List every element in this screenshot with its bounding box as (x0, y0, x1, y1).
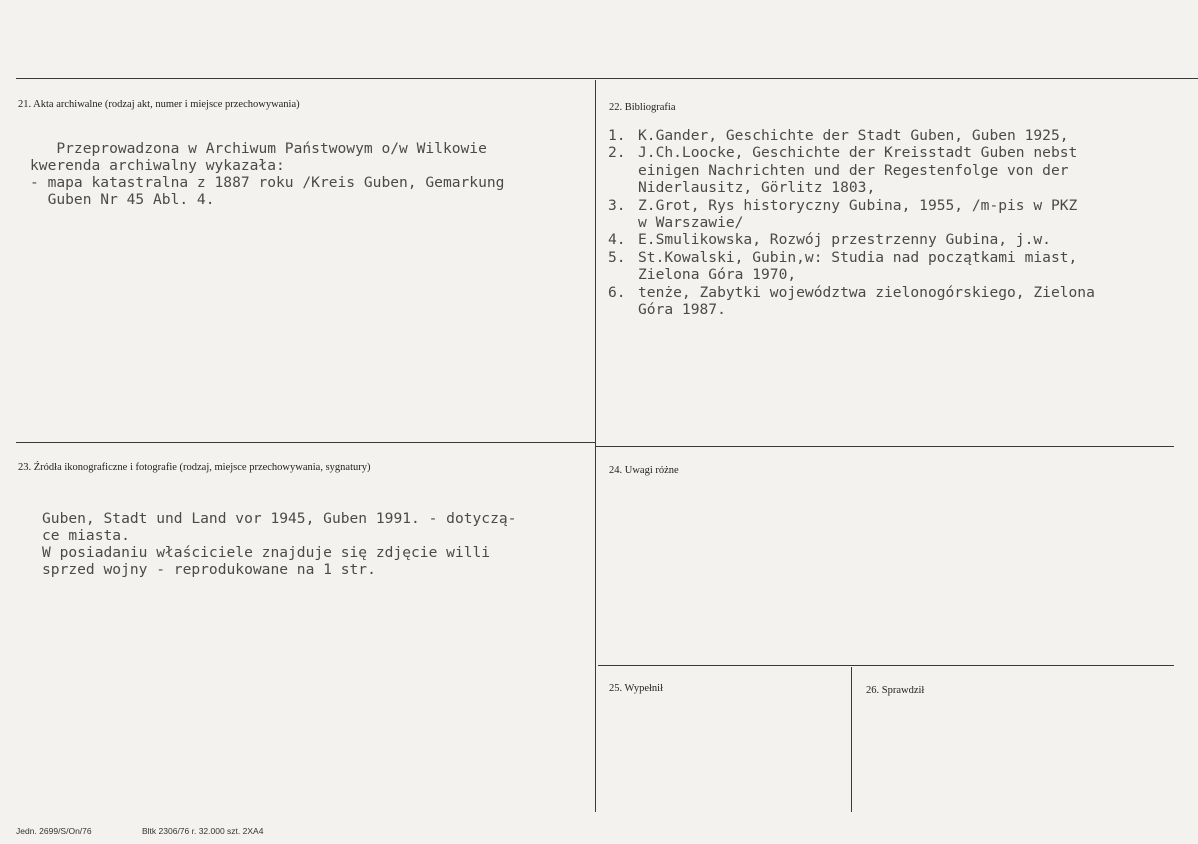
middle-rule-right (596, 446, 1174, 447)
section-23-heading: 23. Źródła ikonograficzne i fotografie (rodzaj, miejsce przechowywania, sygnatury) (18, 462, 371, 473)
bibliography-text: tenże, Zabytki województwa zielonogórskiego, Zielona (638, 283, 1095, 301)
bibliography-item (608, 127, 1095, 144)
signature-rule (598, 665, 1174, 666)
signature-divider (851, 667, 852, 812)
footer-form-code: Jedn. 2699/S/On/76 (16, 826, 92, 836)
bibliography-item (608, 284, 1095, 319)
section-23-line: sprzed wojny - reprodukowane na 1 str. (42, 561, 376, 578)
bibliography-text: Niderlausitz, Görlitz 1803, (638, 179, 876, 197)
section-21-body (30, 140, 504, 208)
section-21-line: Guben Nr 45 Abl. 4. (30, 191, 215, 208)
bibliography-text: Z.Grot, Rys historyczny Gubina, 1955, /m-pis w PKZ (638, 196, 1078, 214)
bibliography-list (608, 127, 1095, 318)
section-21-line: kwerenda archiwalny wykazała: (30, 157, 285, 174)
bibliography-item (608, 197, 1095, 232)
section-23-line: W posiadaniu właściciele znajduje się zdjęcie willi (42, 544, 491, 561)
section-25-heading: 25. Wypełnił (609, 683, 664, 694)
bibliography-text: J.Ch.Loocke, Geschichte der Kreisstadt Guben nebst (638, 144, 1078, 162)
section-23-body (42, 510, 516, 578)
section-26-heading: 26. Sprawdził (866, 685, 925, 696)
bibliography-item (608, 249, 1095, 284)
section-23-line: ce miasta. (42, 527, 130, 544)
bibliography-text: w Warszawie/ (638, 214, 744, 232)
bibliography-text: einigen Nachrichten und der Regestenfolge von der (638, 161, 1069, 179)
bibliography-number: 4. (608, 231, 626, 249)
bibliography-item (608, 144, 1095, 196)
center-divider (595, 80, 596, 812)
bibliography-text: Góra 1987. (638, 301, 726, 319)
section-21-line: - mapa katastralna z 1887 roku /Kreis Guben, Gemarkung (30, 174, 505, 191)
bibliography-item (608, 231, 1095, 248)
bibliography-text: E.Smulikowska, Rozwój przestrzenny Gubina, j.w. (638, 231, 1051, 249)
middle-rule-left (16, 442, 596, 443)
bibliography-number: 5. (608, 248, 626, 266)
bibliography-number: 1. (608, 127, 626, 144)
section-21-line: Przeprowadzona w Archiwum Państwowym o/w Wilkowie (30, 140, 487, 157)
section-23-line: Guben, Stadt und Land vor 1945, Guben 1991. - dotyczą- (42, 510, 517, 527)
bibliography-text: K.Gander, Geschichte der Stadt Guben, Guben 1925, (638, 127, 1069, 144)
section-24-heading: 24. Uwagi różne (609, 465, 679, 476)
bibliography-number: 6. (608, 283, 626, 301)
bibliography-text: St.Kowalski, Gubin,w: Studia nad początkami miast, (638, 248, 1078, 266)
bibliography-text: Zielona Góra 1970, (638, 266, 797, 284)
top-rule (16, 78, 1198, 79)
section-22-heading: 22. Bibliografia (609, 102, 676, 113)
section-21-heading: 21. Akta archiwalne (rodzaj akt, numer i miejsce przechowywania) (18, 99, 300, 110)
bibliography-number: 2. (608, 144, 626, 162)
footer-print-info: Bltk 2306/76 r. 32.000 szt. 2XA4 (142, 826, 264, 836)
bibliography-number: 3. (608, 196, 626, 214)
